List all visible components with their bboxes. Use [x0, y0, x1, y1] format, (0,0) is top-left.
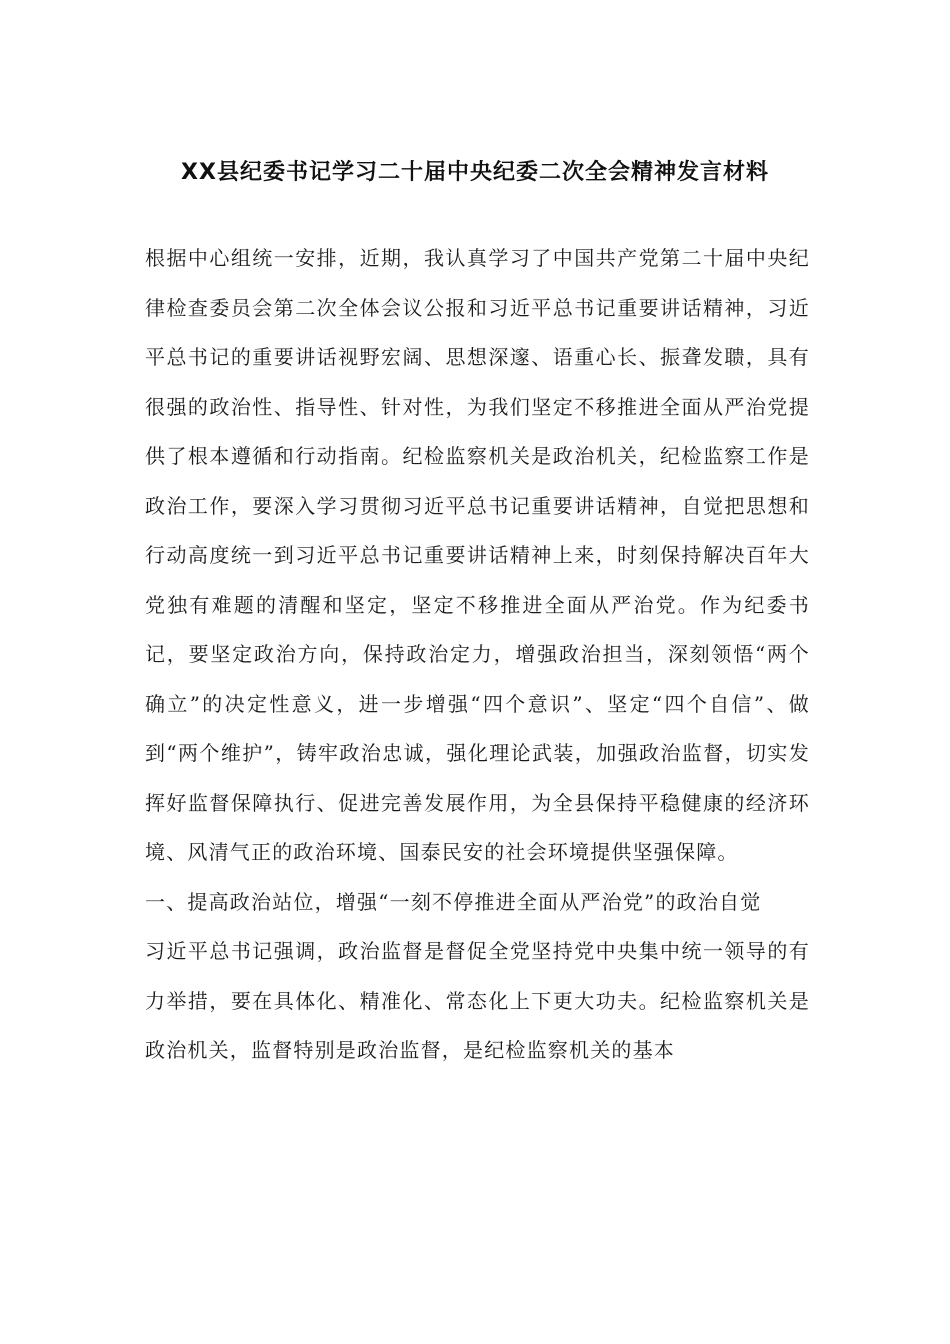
section-paragraph: 习近平总书记强调，政治监督是督促全党坚持党中央集中统一领导的有力举措，要在具体化、精准化、常态化上下更大功夫。纪检监察机关是政治机关，监督特别是政治监督，是纪检监察机关的基本 [145, 939, 810, 1062]
document-body [145, 234, 810, 1076]
section-heading: 一、提高政治站位，增强“一刻不停推进全面从严治党”的政治自觉 [145, 889, 762, 914]
intro-paragraph: 根据中心组统一安排，近期，我认真学习了中国共产党第二十届中央纪律检查委员会第二次全体会议公报和习近平总书记重要讲话精神，习近平总书记的重要讲话视野宏阔、思想深邃、语重心长、振聋发聩，具有很强的政治性、指导性、针对性，为我们坚定不移推进全面从严治党提供了根本遵循和行动指南。纪检监察机关是政治机关，纪检监察工作是政治工作，要深入学习贯彻习近平总书记重要讲话精神，自觉把思想和行动高度统一到习近平总书记重要讲话精神上来，时刻保持解决百年大党独有难题的清醒和坚定，坚定不移推进全面从严治党。作为纪委书记，要坚定政治方向，保持政治定力，增强政治担当，深刻领悟“两个确立”的决定性意义，进一步增强“四个意识”、坚定“四个自信”、做到“两个维护”，铸牢政治忠诚，强化理论武装，加强政治监督，切实发挥好监督保障执行、促进完善发展作用，为全县保持平稳健康的经济环境、风清气正的政治环境、国泰民安的社会环境提供坚强保障。 [145, 246, 810, 864]
document-title: XX县纪委书记学习二十届中央纪委二次全会精神发言材料 [181, 160, 769, 185]
